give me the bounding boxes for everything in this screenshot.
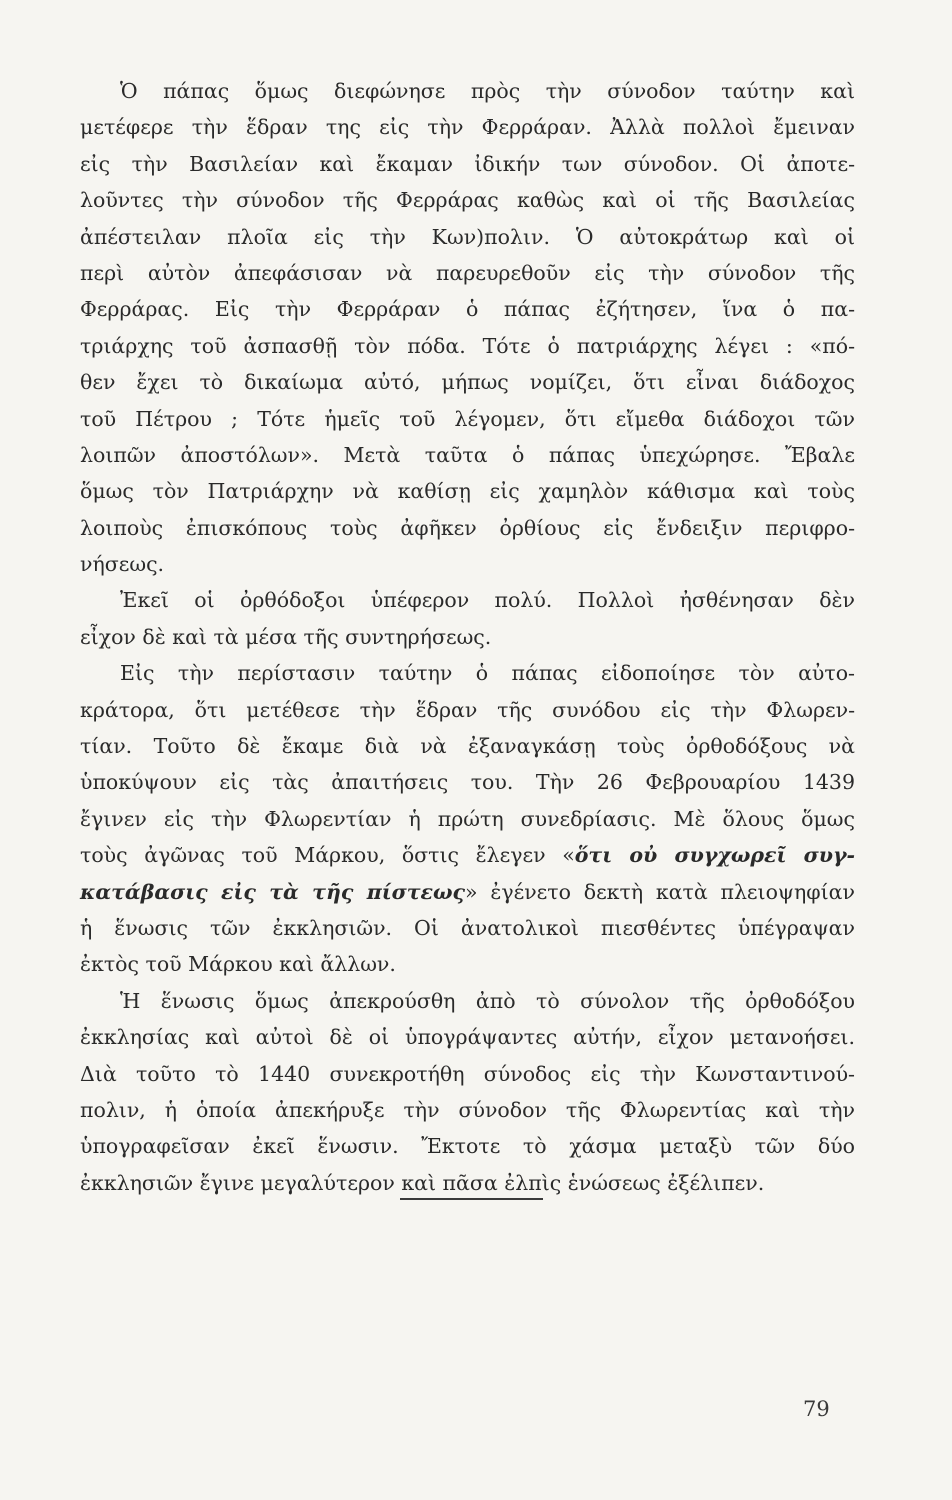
text-line: ἐκτὸς τοῦ Μάρκου καὶ ἄλλων. — [80, 952, 396, 977]
text-line: ὑποκύψουν εἰς τὰς ἀπαιτήσεις του. Τὴν 26 Φεβρουαρίου 1439 — [80, 770, 855, 795]
emphasized-quote: ὅτι οὐ συγχωρεῖ συγ- — [574, 843, 855, 868]
text-line: λοιποὺς ἐπισκόπους τοὺς ἀφῆκεν ὀρθίους εἰς ἔνδειξιν περιφρο- — [80, 515, 855, 540]
body-text — [80, 73, 855, 1201]
section-divider — [400, 1198, 543, 1200]
text-line: θεν ἔχει τὸ δικαίωμα αὐτό, μήπως νομίζει, ὅτι εἶναι διάδοχος — [80, 370, 855, 395]
text-line: τριάρχης τοῦ ἀσπασθῇ τὸν πόδα. Τότε ὁ πατριάρχης λέγει : «πό- — [80, 333, 855, 358]
text-line: Διὰ τοῦτο τὸ 1440 συνεκροτήθη σύνοδος εἰς τὴν Κωνσταντινού- — [80, 1061, 855, 1086]
text-line: λοιπῶν ἀποστόλων». Μετὰ ταῦτα ὁ πάπας ὑπεχώρησε. Ἔβαλε — [80, 442, 855, 467]
text-line: εἰς τὴν Βασιλείαν καὶ ἔκαμαν ἰδικήν των σύνοδον. Οἱ ἀποτε- — [80, 151, 855, 176]
text-line: κατάβασις εἰς τὰ τῆς πίστεως» ἐγένετο δεκτὴ κατὰ πλειοψηφίαν — [80, 879, 855, 904]
text-line: ὅμως τὸν Πατριάρχην νὰ καθίσῃ εἰς χαμηλὸν κάθισμα καὶ τοὺς — [80, 479, 855, 504]
text-line: τοὺς ἀγῶνας τοῦ Μάρκου, ὅστις ἔλεγεν «ὅτι οὐ συγχωρεῖ συγ- — [80, 843, 855, 868]
emphasized-quote: κατάβασις εἰς τὰ τῆς πίστεως — [80, 879, 466, 904]
text-line: πολιν, ἡ ὁποία ἀπεκήρυξε τὴν σύνοδον τῆς Φλωρεντίας καὶ τὴν — [80, 1097, 855, 1122]
text-line: ἐκκλησιῶν ἔγινε μεγαλύτερον καὶ πᾶσα ἐλπὶς ἑνώσεως ἐξέλιπεν. — [80, 1170, 765, 1195]
text-line: ἀπέστειλαν πλοῖα εἰς τὴν Κων)πολιν. Ὁ αὐτοκράτωρ καὶ οἱ — [80, 224, 855, 249]
text-line: τίαν. Τοῦτο δὲ ἔκαμε διὰ νὰ ἐξαναγκάσῃ τοὺς ὀρθοδόξους νὰ — [80, 734, 855, 759]
text-line: νήσεως. — [80, 552, 165, 577]
text-line: Εἰς τὴν περίστασιν ταύτην ὁ πάπας εἰδοποίησε τὸν αὐτο- — [120, 661, 855, 686]
text-line: περὶ αὐτὸν ἀπεφάσισαν νὰ παρευρεθοῦν εἰς τὴν σύνοδον τῆς — [80, 260, 855, 285]
text-line: ἡ ἕνωσις τῶν ἐκκλησιῶν. Οἱ ἀνατολικοὶ πιεσθέντες ὑπέγραψαν — [80, 915, 855, 940]
text-line: ὑπογραφεῖσαν ἐκεῖ ἕνωσιν. Ἔκτοτε τὸ χάσμα μεταξὺ τῶν δύο — [80, 1134, 855, 1159]
text-line: μετέφερε τὴν ἕδραν της εἰς τὴν Φερράραν. Ἀλλὰ πολλοὶ ἔμειναν — [80, 115, 855, 140]
text-line: κράτορα, ὅτι μετέθεσε τὴν ἕδραν τῆς συνόδου εἰς τὴν Φλωρεν- — [80, 697, 855, 722]
page-number: 79 — [803, 1397, 830, 1421]
text-line: ἔγινεν εἰς τὴν Φλωρεντίαν ἡ πρώτη συνεδρίασις. Μὲ ὅλους ὅμως — [80, 806, 855, 831]
text-line: ἐκκλησίας καὶ αὐτοὶ δὲ οἱ ὑπογράψαντες αὐτήν, εἶχον μετανοήσει. — [80, 1025, 855, 1050]
text-line: Ἐκεῖ οἱ ὀρθόδοξοι ὑπέφερον πολύ. Πολλοὶ ἠσθένησαν δὲν — [120, 588, 855, 613]
text-line: τοῦ Πέτρου ; Τότε ἡμεῖς τοῦ λέγομεν, ὅτι εἴμεθα διάδοχοι τῶν — [80, 406, 855, 431]
text-line: Ἡ ἕνωσις ὅμως ἀπεκρούσθη ἀπὸ τὸ σύνολον τῆς ὀρθοδόξου — [120, 988, 855, 1013]
text-line: εἶχον δὲ καὶ τὰ μέσα τῆς συντηρήσεως. — [80, 624, 492, 649]
text-line: λοῦντες τὴν σύνοδον τῆς Φερράρας καθὼς καὶ οἱ τῆς Βασιλείας — [80, 188, 855, 213]
text-line: Φερράρας. Εἰς τὴν Φερράραν ὁ πάπας ἐζήτησεν, ἵνα ὁ πα- — [80, 297, 855, 322]
text-line: Ὁ πάπας ὅμως διεφώνησε πρὸς τὴν σύνοδον ταύτην καὶ — [120, 79, 855, 103]
